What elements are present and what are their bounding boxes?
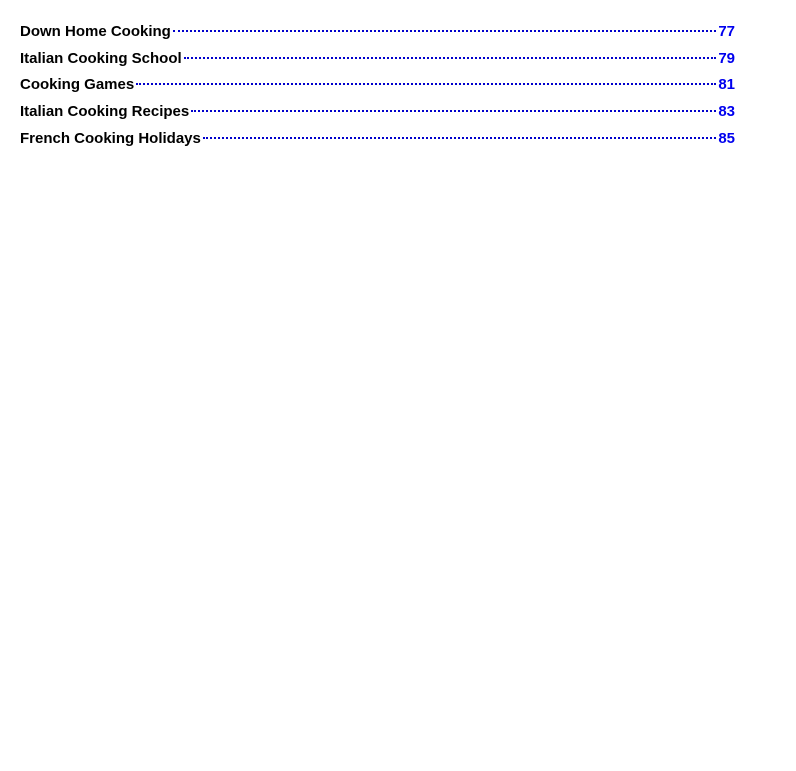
toc-page-number[interactable]: 85: [718, 129, 735, 147]
dotted-leader: [191, 110, 716, 112]
toc-entry-italian-cooking-school[interactable]: [20, 49, 735, 76]
toc-entry-italian-cooking-recipes[interactable]: [20, 102, 735, 129]
dotted-leader: [173, 30, 716, 32]
toc-entry-title: Italian Cooking School: [20, 49, 182, 67]
toc-entry-title: Down Home Cooking: [20, 23, 171, 40]
toc-entry-title: Cooking Games: [20, 76, 135, 94]
toc-entry-cooking-games[interactable]: [20, 75, 735, 102]
toc-entry-title: Italian Cooking Recipes: [20, 103, 190, 121]
toc-page-number[interactable]: 83: [718, 103, 735, 121]
toc-page-number[interactable]: 77: [718, 23, 735, 40]
dotted-leader: [203, 137, 716, 139]
table-of-contents: [20, 22, 735, 155]
toc-entry-down-home-cooking[interactable]: [20, 22, 735, 49]
toc-page-number[interactable]: 81: [718, 76, 735, 94]
toc-entry-french-cooking-holidays[interactable]: [20, 129, 735, 156]
toc-page-number[interactable]: 79: [718, 49, 735, 67]
dotted-leader: [184, 57, 717, 59]
toc-entry-title: French Cooking Holidays: [20, 129, 201, 147]
dotted-leader: [136, 83, 716, 85]
